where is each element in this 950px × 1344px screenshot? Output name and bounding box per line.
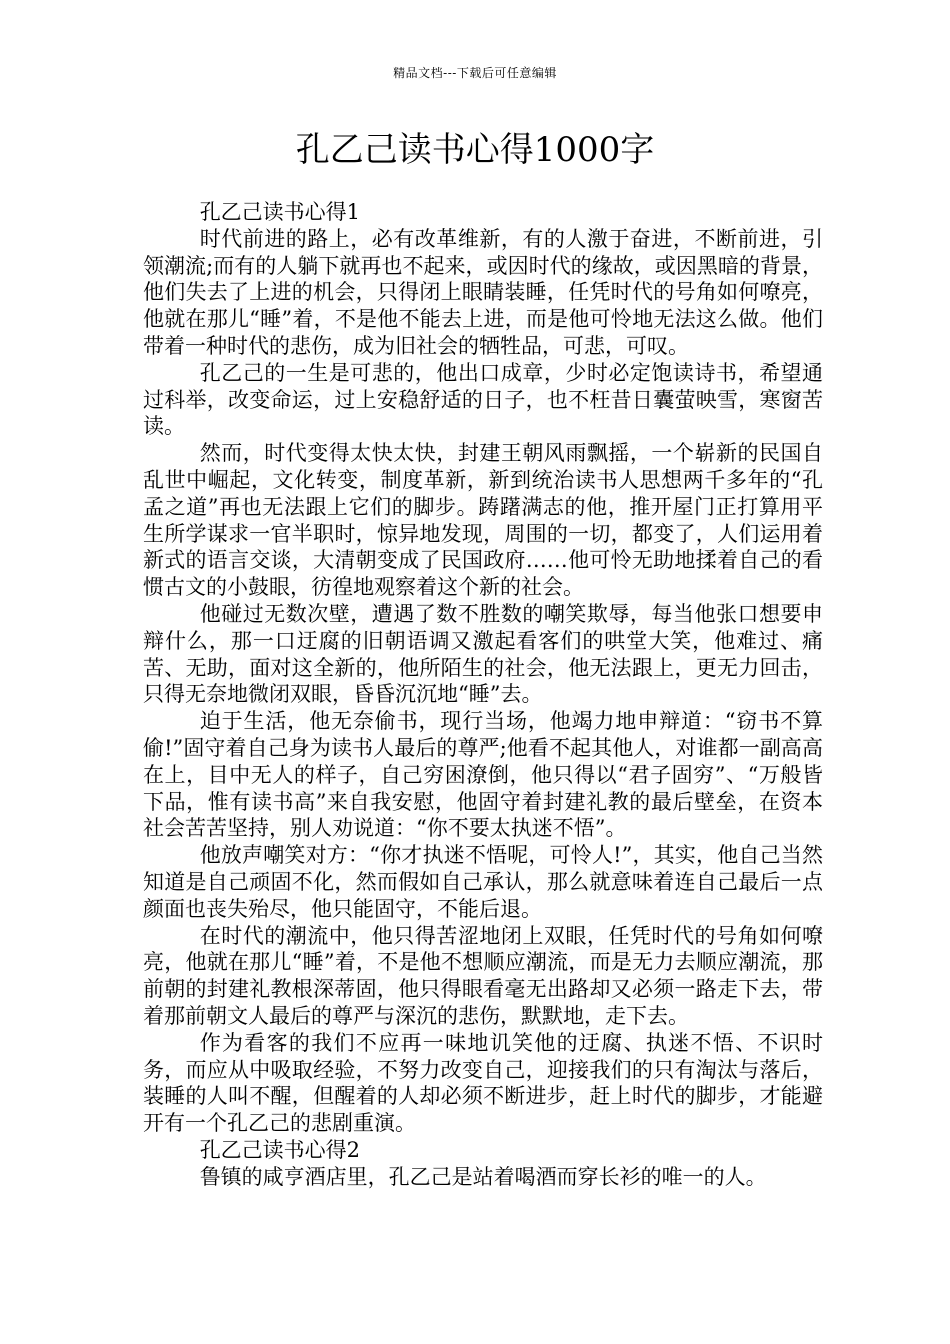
paragraph: 作为看客的我们不应再一味地讥笑他的迂腐、执迷不悟、不识时务，而应从中吸取经验，不努力改变自己，迎接我们的只有淘汰与落后，装睡的人叫不醒，但醒着的人却必须不断进步，赶上时代的脚步，才能避开有一个孔乙己的悲剧重演。 (143, 1030, 823, 1136)
paragraph: 然而，时代变得太快太快，封建王朝风雨飘摇，一个崭新的民国自乱世中崛起，文化转变，制度革新，新到统治读书人思想两千多年的“孔孟之道”再也无法跟上它们的脚步。踌躇满志的他，推开屋门正打算用平生所学谋求一官半职时，惊异地发现，周围的一切，都变了，人们运用着新式的语言交谈，大清朝变成了民国政府……他可怜无助地揉着自己的看惯古文的小鼓眼，彷徨地观察着这个新的社会。 (143, 441, 823, 600)
section-heading-1: 孔乙己读书心得1 (199, 200, 361, 224)
document-body (143, 199, 823, 1190)
document-title: 孔乙己读书心得1000字 (295, 130, 655, 170)
paragraph: 时代前进的路上，必有改革维新，有的人激于奋进，不断前进，引领潮流;而有的人躺下就再也不起来，或因时代的缘故，或因黑暗的背景，他们失去了上进的机会，只得闭上眼睛装睡，任凭时代的号角如何嘹亮，他就在那儿“睡”着，不是他不能去上进，而是他可怜地无法这么做。他们带着一种时代的悲伤，成为旧社会的牺牲品，可悲，可叹。 (143, 226, 823, 358)
header-note: 精品文档---下载后可任意编辑 (393, 66, 557, 80)
paragraph: 迫于生活，他无奈偷书，现行当场，他竭力地申辩道：“窃书不算偷!”固守着自己身为读书人最后的尊严;他看不起其他人，对谁都一副高高在上，目中无人的样子，自己穷困潦倒，他只得以“君子固穷”、“万般皆下品，惟有读书高”来自我安慰，他固守着封建礼教的最后壁垒，在资本社会苦苦坚持，别人劝说道：“你不要太执迷不悟”。 (143, 709, 823, 841)
paragraph: 鲁镇的咸亨酒店里，孔乙己是站着喝酒而穿长衫的唯一的人。 (199, 1164, 767, 1189)
paragraph: 孔乙己的一生是可悲的，他出口成章，少时必定饱读诗书，希望通过科举，改变命运，过上安稳舒适的日子，也不枉昔日囊萤映雪，寒窗苦读。 (143, 360, 823, 439)
paragraph: 在时代的潮流中，他只得苦涩地闭上双眼，任凭时代的号角如何嘹亮，他就在那儿“睡”着，不是他不想顺应潮流，而是无力去顺应潮流，那前朝的封建礼教根深蒂固，他只得眼看毫无出路却又必须一路走下去，带着那前朝文人最后的尊严与深沉的悲伤，默默地，走下去。 (143, 923, 823, 1028)
section-heading-2: 孔乙己读书心得2 (199, 1137, 361, 1162)
paragraph: 他碰过无数次壁，遭遇了数不胜数的嘲笑欺辱，每当他张口想要申辩什么，那一口迂腐的旧朝语调又激起看客们的哄堂大笑，他难过、痛苦、无助，面对这全新的，他所陌生的社会，他无法跟上，更无力回击，只得无奈地微闭双眼，昏昏沉沉地“睡”去。 (143, 601, 823, 707)
paragraph: 他放声嘲笑对方：“你才执迷不悟呢，可怜人!”，其实，他自己当然知道是自己顽固不化，然而假如自己承认，那么就意味着连自己最后一点颜面也丧失殆尽，他只能固守，不能后退。 (143, 843, 823, 921)
